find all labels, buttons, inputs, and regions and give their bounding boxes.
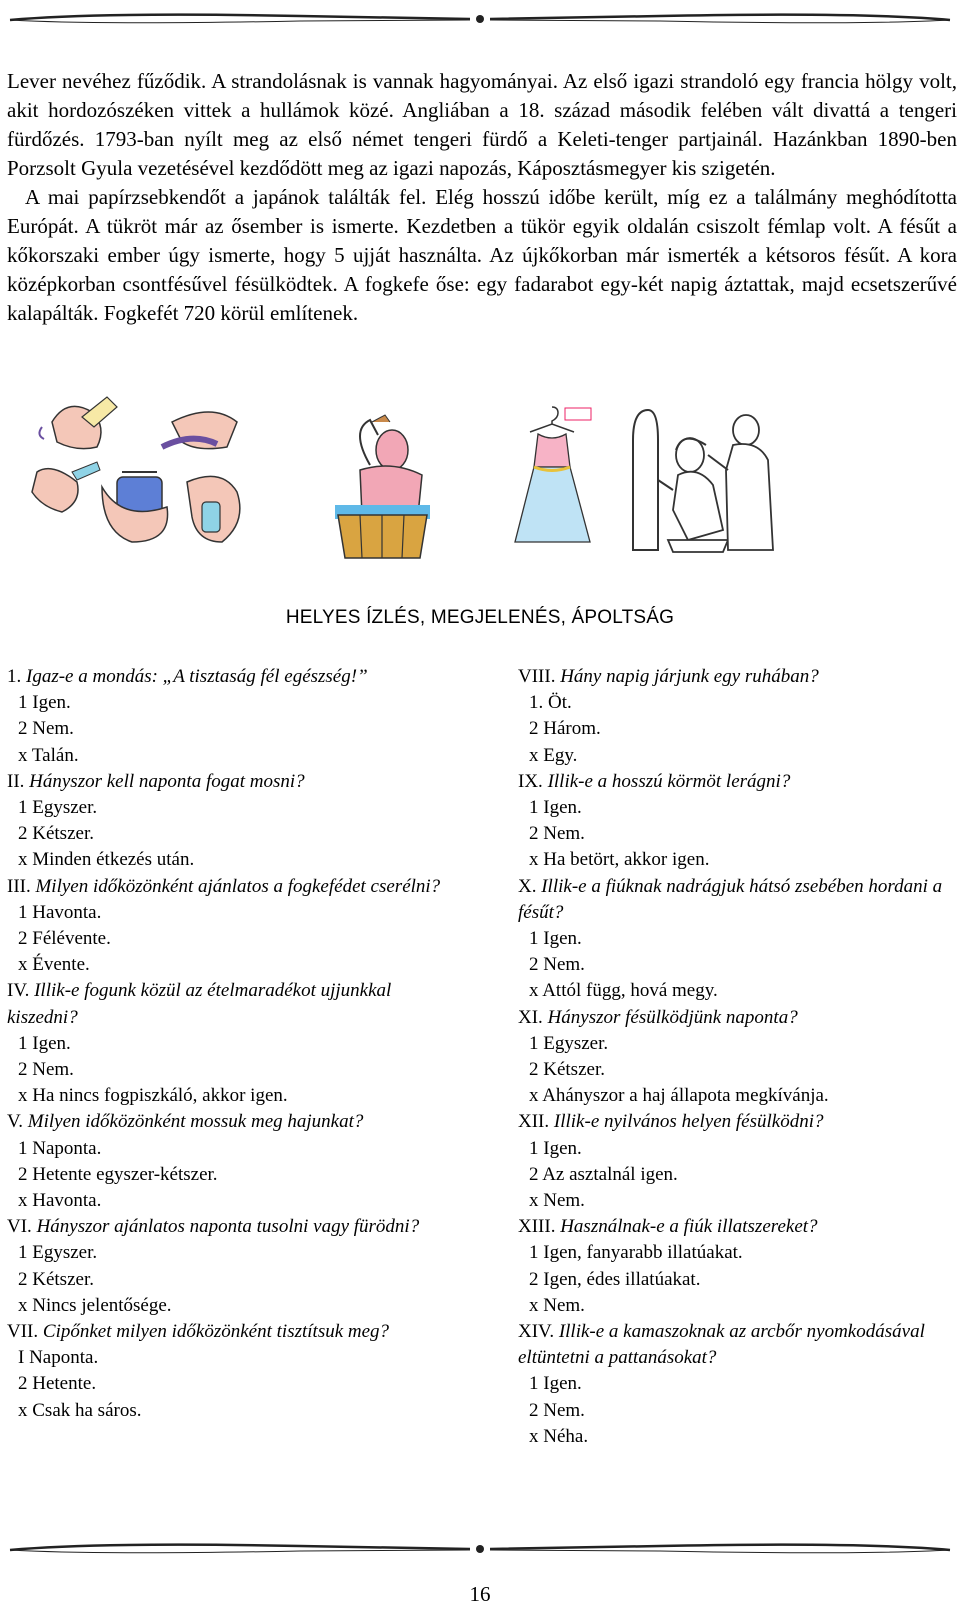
answer-option: 2 Az asztalnál igen.: [529, 1163, 678, 1185]
question-number: XIV.: [518, 1321, 559, 1343]
answer-option: x Attól függ, hová megy.: [529, 980, 718, 1002]
answer-option: 2 Igen, édes illatúakat.: [529, 1268, 701, 1290]
question-text: Illik-e nyilvános helyen fésülködni?: [553, 1111, 824, 1133]
question-text: Illik-e a fiúknak nadrágjuk hátsó zsebében hordani a fésűt?: [518, 875, 943, 923]
quiz-question: [518, 1319, 948, 1371]
question-text: Illik-e a hosszú körmöt lerágni?: [547, 770, 791, 792]
answer-option: x Nincs jelentősége.: [18, 1294, 172, 1316]
quiz-question: [7, 978, 447, 1030]
question-number: VII.: [7, 1321, 43, 1343]
quiz-question: [518, 664, 948, 690]
answer-option: 1 Igen.: [529, 928, 582, 950]
toiletries-hands-clipart: [22, 392, 257, 562]
quiz-question: [7, 769, 447, 795]
question-text: Illik-e fogunk közül az ételmaradékot ujjunkkal kiszedni?: [7, 980, 392, 1028]
answer-option: 1 Igen.: [18, 692, 71, 714]
question-number: X.: [518, 875, 542, 897]
top-ornamental-rule: [0, 0, 960, 40]
question-number: VIII.: [518, 666, 561, 687]
answer-option: 1 Igen.: [529, 797, 582, 819]
answer-option: x Havonta.: [18, 1190, 102, 1212]
answer-option: 1 Egyszer.: [18, 797, 98, 819]
question-text: Milyen időközönként ajánlatos a fogkefédet cserélni?: [35, 875, 441, 897]
answer-option: 1 Egyszer.: [529, 1032, 609, 1054]
answer-option: 2 Hetente.: [18, 1373, 97, 1395]
bottom-ornamental-rule: [0, 1530, 960, 1570]
answer-option: 1. Öt.: [529, 692, 572, 714]
answer-option: x Évente.: [18, 954, 90, 976]
answer-option: 1 Havonta.: [18, 901, 102, 923]
answer-option: 1 Igen.: [529, 1137, 582, 1159]
question-number: 1.: [7, 666, 26, 687]
answer-option: 2 Kétszer.: [529, 1059, 605, 1081]
answer-option: I Naponta.: [18, 1347, 99, 1369]
answer-option: 2 Hetente egyszer-kétszer.: [18, 1163, 218, 1185]
answer-option: x Néha.: [529, 1425, 589, 1447]
quiz-question: [518, 874, 948, 926]
quiz-question: [7, 1214, 447, 1240]
question-number: XII.: [518, 1111, 554, 1133]
answer-option: x Nem.: [529, 1294, 585, 1316]
question-number: VI.: [7, 1216, 37, 1238]
answer-option: 2 Nem.: [529, 954, 585, 976]
quiz-question: [7, 874, 447, 900]
answer-option: x Ha betört, akkor igen.: [529, 849, 710, 871]
answer-option: 1 Igen, fanyarabb illatúakat.: [529, 1242, 743, 1264]
quiz-question: [518, 1109, 948, 1135]
bathing-person-clipart: [330, 410, 435, 560]
quiz-question: [7, 1109, 447, 1135]
quiz-question: [518, 1214, 948, 1240]
answer-option: 2 Félévente.: [18, 928, 111, 950]
answer-option: x Ha nincs fogpiszkáló, akkor igen.: [18, 1085, 288, 1107]
answer-option: 1 Igen.: [18, 1032, 71, 1054]
question-number: II.: [7, 770, 30, 792]
question-text: Hány napig járjunk egy ruhában?: [560, 666, 819, 687]
question-number: IV.: [7, 980, 35, 1002]
question-text: Illik-e a kamaszoknak az arcbőr nyomkodásával eltüntetni a pattanásokat?: [518, 1321, 925, 1369]
question-text: Igaz-e a mondás: „A tisztaság fél egészség!”: [26, 666, 368, 687]
answer-option: x Csak ha sáros.: [18, 1399, 142, 1421]
quiz-question: [518, 769, 948, 795]
answer-option: x Egy.: [529, 744, 578, 766]
question-text: Hányszor fésülködjünk naponta?: [547, 1006, 798, 1028]
answer-option: 1 Igen.: [529, 1373, 582, 1395]
quiz-left-column: [7, 664, 447, 1424]
intro-text: [7, 67, 957, 328]
quiz-title: HELYES ÍZLÉS, MEGJELENÉS, ÁPOLTSÁG: [285, 607, 675, 628]
question-number: V.: [7, 1111, 28, 1133]
quiz-question: [7, 664, 447, 690]
intro-paragraph-2: A mai papírzsebkendőt a japánok találták fel. Elég hosszú időbe került, míg ez a találmány meghódította Európát. A tükröt már az ősember is ismerte. Kezdetben a tükör egyik oldalán csiszolt fémlap volt. A fésűt a kőkorszaki ember úgy ismerte, hogy 5 ujját használta. Az újkőkorban már ismerték a kétsoros fésűt. A kora középkorban csontfésűvel fésülködtek. A fogkefe őse: egy fadarabot egy-két napig áztattak, majd ecsetszerűvé kalapálták. Fogkefét 720 körül említenek.: [7, 185, 957, 325]
answer-option: 2 Nem.: [529, 823, 585, 845]
quiz-right-column: [518, 664, 948, 1450]
question-number: IX.: [518, 770, 548, 792]
answer-option: 2 Nem.: [529, 1399, 585, 1421]
question-text: Hányszor kell naponta fogat mosni?: [29, 770, 305, 792]
answer-option: 2 Kétszer.: [18, 823, 94, 845]
answer-option: x Nem.: [529, 1190, 585, 1212]
answer-option: x Ahányszor a haj állapota megkívánja.: [529, 1085, 829, 1107]
hair-salon-clipart: [628, 400, 788, 560]
question-number: III.: [7, 875, 36, 897]
page-number: 16: [469, 1582, 491, 1606]
answer-option: 1 Naponta.: [18, 1137, 102, 1159]
answer-option: 2 Nem.: [18, 718, 74, 740]
intro-paragraph-1: Lever nevéhez fűződik. A strandolásnak is vannak hagyományai. Az első igazi strandoló egy francia hölgy volt, akit hordozószéken vittek a hullámok közé. Angliában a 18. század második felében vált divattá a tengeri fürdőzés. 1793-ban nyílt meg az első német tengeri fürdő a Keleti-tenger partjainál. Hazánkban 1890-ben Porzsolt Gyula vezetésével kezdődött meg az igazi napozás, Káposztásmegyer kis szigetén.: [7, 69, 957, 180]
question-text: Cipőnket milyen időközönként tisztítsuk meg?: [42, 1321, 390, 1343]
answer-option: x Talán.: [18, 744, 79, 766]
answer-option: 1 Egyszer.: [18, 1242, 98, 1264]
question-number: XIII.: [518, 1216, 561, 1238]
quiz-question: [518, 1005, 948, 1031]
answer-option: 2 Három.: [529, 718, 601, 740]
question-text: Milyen időközönként mossuk meg hajunkat?: [27, 1111, 364, 1133]
question-text: Hányszor ajánlatos naponta tusolni vagy fürödni?: [36, 1216, 420, 1238]
answer-option: x Minden étkezés után.: [18, 849, 195, 871]
question-text: Használnak-e a fiúk illatszereket?: [560, 1216, 818, 1238]
answer-option: 2 Nem.: [18, 1059, 74, 1081]
quiz-question: [7, 1319, 447, 1345]
answer-option: 2 Kétszer.: [18, 1268, 94, 1290]
question-number: XI.: [518, 1006, 548, 1028]
dress-on-hanger-clipart: [510, 402, 595, 547]
